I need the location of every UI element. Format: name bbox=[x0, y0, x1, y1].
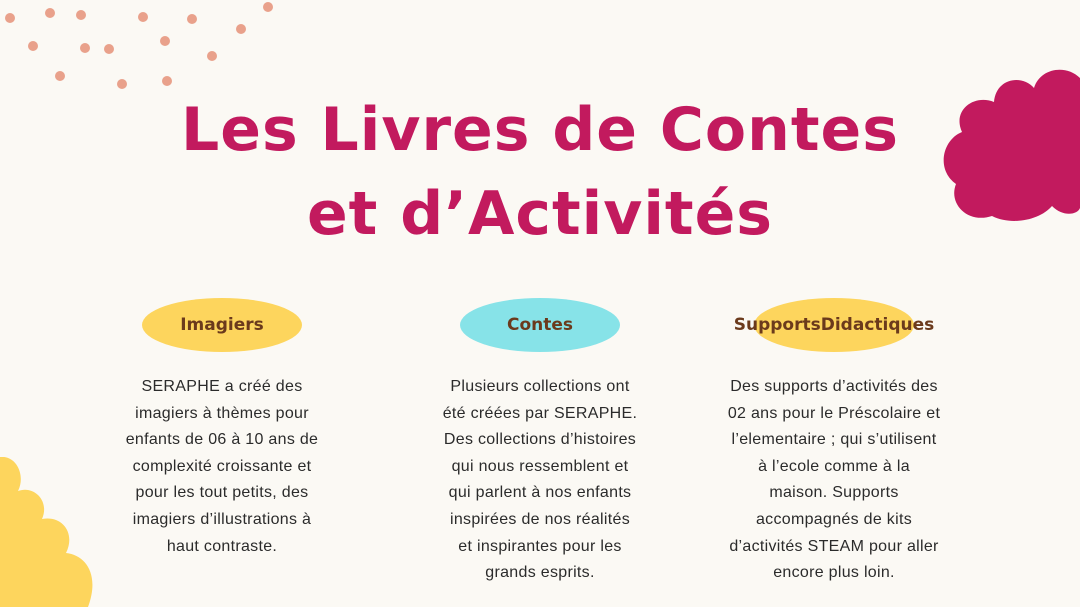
description-line: pour les tout petits, des bbox=[135, 484, 309, 502]
description-line: encore plus loin. bbox=[773, 564, 895, 582]
description-line: maison. Supports bbox=[769, 484, 899, 502]
column-contes bbox=[410, 298, 670, 587]
description-line: accompagnés de kits bbox=[755, 510, 912, 528]
contes-description bbox=[410, 374, 670, 587]
description-line: Plusieurs collections ont bbox=[450, 378, 630, 395]
description-line: imagiers d’illustrations à bbox=[132, 510, 312, 528]
pill-label: Imagiers bbox=[180, 315, 264, 335]
description-line: été créées par SERAPHE. bbox=[442, 404, 638, 422]
description-line: l’elementaire ; qui s’utilisent bbox=[731, 431, 937, 449]
supports-description bbox=[704, 374, 964, 587]
pill-label: Didactiques bbox=[820, 315, 935, 335]
yellow-cloud-blob bbox=[0, 457, 100, 607]
pill-label: Contes bbox=[506, 315, 574, 335]
description-line: SERAPHE a créé des bbox=[141, 378, 303, 395]
description-line: et inspirantes pour les bbox=[458, 537, 622, 555]
description-line: 02 ans pour le Préscolaire et bbox=[727, 404, 941, 422]
description-line: inspirées de nos réalités bbox=[449, 510, 631, 528]
description-line: Des collections d’histoires bbox=[443, 431, 637, 449]
title-line: et d’Activités bbox=[306, 179, 774, 249]
column-supports-didactiques bbox=[704, 298, 964, 587]
supports-label-pill bbox=[733, 298, 935, 352]
pill-label: Supports bbox=[733, 315, 821, 335]
description-line: complexité croissante et bbox=[132, 457, 312, 475]
decorative-dots bbox=[0, 0, 300, 100]
description-line: grands esprits. bbox=[485, 564, 595, 582]
title-line: Les Livres de Contes bbox=[181, 95, 899, 165]
page-title bbox=[0, 88, 1080, 256]
description-line: enfants de 06 à 10 ans de bbox=[125, 431, 319, 449]
contes-label-pill bbox=[460, 298, 620, 352]
description-line: d’activités STEAM pour aller bbox=[729, 537, 939, 555]
column-imagiers bbox=[92, 298, 352, 560]
description-line: Des supports d’activités des bbox=[730, 378, 938, 395]
imagiers-label-pill bbox=[142, 298, 302, 352]
description-line: qui parlent à nos enfants bbox=[448, 484, 632, 502]
imagiers-description bbox=[92, 374, 352, 560]
description-line: qui nous ressemblent et bbox=[451, 457, 629, 475]
description-line: haut contraste. bbox=[166, 537, 278, 555]
description-line: imagiers à thèmes pour bbox=[135, 404, 309, 422]
description-line: à l’ecole comme à la bbox=[758, 457, 910, 475]
